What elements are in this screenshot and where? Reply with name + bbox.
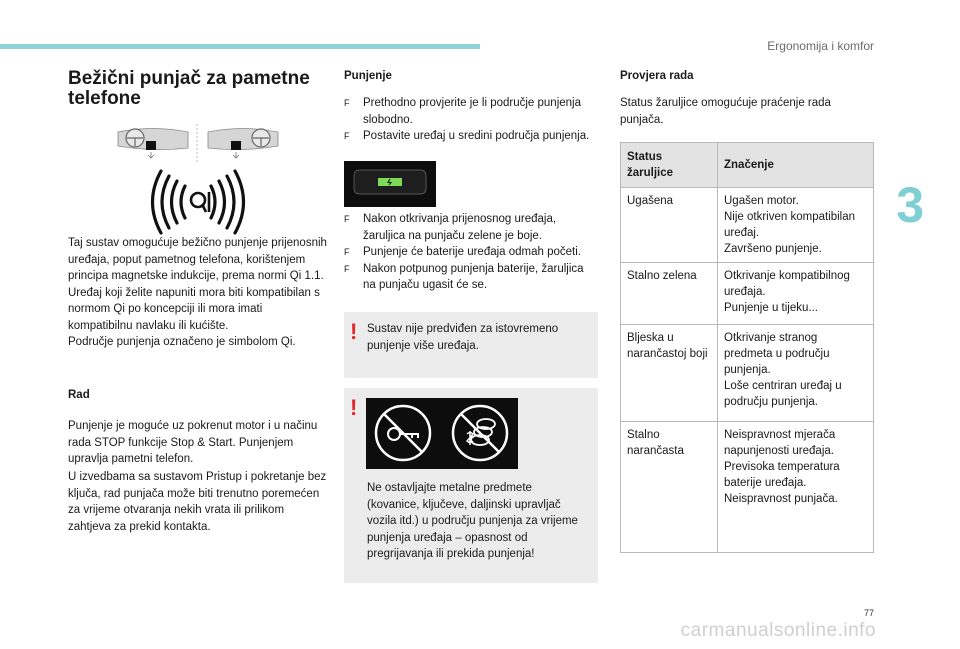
warning-box-2 bbox=[344, 388, 598, 583]
table-cell: Ugašen motor. Nije otkriven kompatibilan uređaj. Završeno punjenje. bbox=[718, 188, 874, 263]
table-row bbox=[621, 188, 874, 263]
bullet-marker: F bbox=[344, 247, 350, 257]
table-cell: Otkrivanje stranog predmeta u području punjenja. Loše centriran uređaj u području punjenja. bbox=[718, 325, 874, 422]
list-item: F Nakon potpunog punjenja baterije, žaruljica na punjaču ugasit će se. bbox=[344, 262, 584, 291]
warning-text-1: Sustav nije predviđen za istovremeno punjenje više uređaja. bbox=[367, 323, 559, 352]
table-cell: Stalno zelena bbox=[621, 263, 718, 325]
bullet-marker: F bbox=[344, 214, 350, 224]
warning-icon: ! bbox=[350, 319, 358, 344]
header-status: Status žaruljice bbox=[621, 143, 718, 188]
steering-wheel-illustration bbox=[113, 120, 283, 235]
list-item: F Punjenje će baterije uređaja odmah početi. bbox=[344, 244, 596, 261]
table-row bbox=[621, 422, 874, 553]
intro-paragraph: Taj sustav omogućuje bežično punjenje prijenosnih uređaja, poput pametnog telefona, korištenjem principa magnetske indukcije, prema normi Qi 1.1. Uređaj koji želite napuniti mora biti kompatibilan s normom Qi po koncepciji ili mora imati kompatibilnu navlaku ili kućište. Područje punjenja označeno je simbolom Qi. bbox=[68, 237, 327, 348]
provjera-intro: Status žaruljice omogućuje praćenje rada punjača. bbox=[620, 97, 831, 126]
table-cell: Bljeska u narančastoj boji bbox=[621, 325, 718, 422]
status-table bbox=[620, 142, 874, 553]
table-cell: Ugašena bbox=[621, 188, 718, 263]
table-row bbox=[621, 263, 874, 325]
watermark: carmanualsonline.info bbox=[680, 620, 876, 641]
table-cell: Stalno narančasta bbox=[621, 422, 718, 553]
header-meaning: Značenje bbox=[718, 143, 874, 188]
rad-paragraph-2: U izvedbama sa sustavom Pristup i pokretanje bez ključa, rad punjača može biti trenutno poremećen za vrijeme otvaranja nekih vrata ili prilikom zahtjeva za prekid kontakta. bbox=[68, 471, 327, 533]
punjenje-heading: Punjenje bbox=[344, 70, 392, 82]
table-row bbox=[621, 325, 874, 422]
page-title: Bežični punjač za pametne telefone bbox=[68, 68, 310, 109]
provjera-heading: Provjera rada bbox=[620, 70, 694, 82]
warning-text-2: Ne ostavljajte metalne predmete (kovanice, ključeve, daljinski upravljač vozila itd.) u području punjenja za vrijeme punjenja uređaja – opasnost od pregrijavanja ili prekida punjenja! bbox=[367, 482, 578, 560]
list-item: F Nakon otkrivanja prijenosnog uređaja, žaruljica na punjaču zelene je boje. bbox=[344, 213, 557, 242]
section-title: Ergonomija i komfor bbox=[767, 39, 874, 53]
page-number: 77 bbox=[863, 608, 874, 618]
warning-box-1 bbox=[344, 312, 598, 378]
rad-heading: Rad bbox=[68, 389, 90, 401]
charger-led-illustration bbox=[344, 161, 436, 207]
table-cell: Otkrivanje kompatibilnog uređaja. Punjenje u tijeku... bbox=[718, 263, 874, 325]
bullet-marker: F bbox=[344, 263, 350, 274]
list-item: F Postavite uređaj u sredini područja punjenja. bbox=[344, 128, 596, 145]
warning-icon: ! bbox=[350, 395, 358, 420]
bullet-marker: F bbox=[344, 131, 350, 141]
bullet-list-1 bbox=[344, 95, 596, 145]
table-header-row bbox=[621, 143, 874, 188]
chapter-number: 3 bbox=[896, 177, 924, 233]
table-cell: Neispravnost mjerača napunjenosti uređaja. Previsoka temperatura baterije uređaja. Neispravnost punjača. bbox=[718, 422, 874, 553]
header-accent-bar bbox=[0, 44, 480, 49]
bullet-list-2 bbox=[344, 211, 596, 294]
list-item: F Prethodno provjerite je li područje punjenja slobodno. bbox=[344, 97, 582, 126]
bullet-marker: F bbox=[344, 98, 350, 108]
no-metal-objects-illustration bbox=[366, 398, 518, 469]
rad-paragraph-1: Punjenje je moguće uz pokrenut motor i u načinu rada STOP funkcije Stop & Start. Punjenjem upravlja pametni telefon. bbox=[68, 420, 318, 465]
